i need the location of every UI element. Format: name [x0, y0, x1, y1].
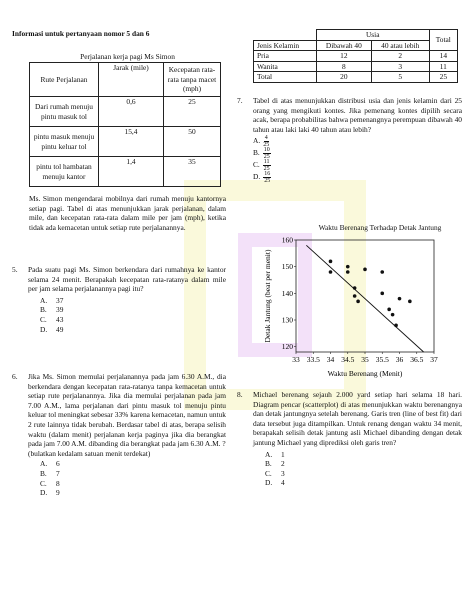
x-tick-label: 35 — [361, 355, 369, 364]
data-point — [356, 300, 360, 304]
table2-header: Total — [429, 30, 457, 51]
x-tick-label: 35.5 — [375, 355, 389, 364]
table1-cell: 25 — [164, 97, 221, 127]
question-8 — [237, 390, 462, 488]
answer-option[interactable]: D. 4 — [265, 478, 285, 488]
question-text: Tabel di atas menunjukkan distribusi usia dan jenis kelamin dari 25 orang yang mengikuti kontes. Jika pemenang kontes dipilih secara acak, berapa probabilitas bahwa pemenangnya perempuan dibawah 40 tahun atau laki laki 40 tahun atau lebih? — [253, 96, 462, 134]
answer-option[interactable]: B. 39 — [40, 305, 64, 315]
answer-option[interactable]: B. $\frac{10}{25}$ — [253, 147, 270, 161]
table2-cell: 3 — [371, 61, 429, 72]
x-tick-label: 36.5 — [410, 355, 424, 364]
table1-cell: 35 — [164, 157, 221, 187]
table2-cell: 8 — [316, 61, 371, 72]
table1-cell: pintu masuk menuju pintu keluar tol — [30, 127, 99, 157]
table1-cell: 0,6 — [99, 97, 164, 127]
table2-cell: 25 — [429, 72, 457, 83]
table2-cell: 12 — [316, 51, 371, 62]
data-point — [387, 308, 391, 312]
answer-option[interactable]: D. $\frac{16}{25}$ — [253, 171, 271, 185]
question-text: Jika Ms. Simon memulai perjalanannya pada jam 6.30 A.M., dia berkendara dengan kecepatan rata-ratanya tanpa kemacetan untuk setiap rute perjalanannya. Jika dia memulai perjalanan pada jam 7.00 A.M., lama perjalanan dari pintu masuk tol menuju pintu keluar tol meningkat sebesar 33% karena kemacetan, namun untuk 2 rute lainnya tidak berubah. Berdasar tabel di atas, berapa selisih waktu (dalam menit) perjalanan kerja paginya jika dia berangkat pada jam 7.00 A.M. dibanding dia berangkat pada jam 6.30 A.M. ? — [28, 372, 226, 449]
question-7 — [237, 96, 462, 183]
answer-option[interactable]: C. 8 — [40, 478, 60, 488]
data-point — [329, 270, 333, 274]
table1-cell: 50 — [164, 127, 221, 157]
answer-option[interactable]: D. 9 — [40, 488, 60, 498]
question-number: 6. — [12, 372, 18, 381]
question-text: Michael berenang sejauh 2.000 yard setiap hari selama 18 hari. Diagram pencar (scatterplot) di atas menunjukkan waktu berenangnya dan detak jantungnya setelah berenang. Garis tren (line of best fit) dari data tersebut juga ditampilkan. Untuk renang dengan waktu 34 menit, berapakah selisih detak jantung asli Michael dibanding dengan detak jantung Michael yang diprediksi oleh garis tren? — [253, 390, 462, 447]
commute-table — [29, 62, 221, 187]
y-tick-label: 160 — [281, 235, 293, 245]
table2-header: Jenis Kelamin — [254, 40, 317, 51]
table1-caption: Perjalanan kerja pagi Ms Simon — [80, 52, 175, 61]
answer-option[interactable]: C. 43 — [40, 314, 64, 324]
y-tick-label: 150 — [281, 262, 293, 272]
answer-option[interactable]: A. 1 — [265, 449, 285, 459]
question-number: 8. — [237, 390, 243, 399]
x-tick-label: 36 — [395, 355, 404, 364]
x-tick-label: 34.5 — [341, 355, 355, 364]
age-gender-table — [253, 29, 458, 83]
answer-option[interactable]: C. 3 — [265, 468, 285, 478]
x-axis-label: Waktu Berenang (Menit) — [327, 369, 403, 378]
table2-cell: 20 — [316, 72, 371, 83]
table2-cell: 11 — [429, 61, 457, 72]
x-tick-label: 34 — [326, 355, 335, 364]
table2-cell: Wanita — [254, 61, 317, 72]
data-point — [391, 313, 395, 317]
answer-option[interactable]: B. 2 — [265, 459, 285, 469]
plot-frame — [296, 240, 434, 352]
question-6 — [12, 372, 226, 498]
table1-header: Jarak (mile) — [99, 63, 164, 97]
question-note: (bulatkan kedalam satuan menit terdekat) — [28, 448, 151, 458]
answer-option[interactable]: D. 49 — [40, 324, 64, 334]
data-point — [346, 270, 350, 274]
y-tick-label: 140 — [281, 288, 293, 298]
question-5 — [12, 265, 226, 334]
intro-text: Ms. Simon mengendarai mobilnya dari rumah menuju kantornya setiap pagi. Tabel di atas menunjukkan jarak perjalanan, dalam mile, dan kecepatan rata-rata dalam mile per jam (mph), ketika tidak ada kemacetan untuk setiap rute perjalanannya. — [29, 194, 226, 232]
answer-option[interactable]: C. $\frac{11}{25}$ — [253, 159, 270, 173]
answer-option[interactable]: A. 37 — [40, 295, 64, 305]
trend-line — [306, 245, 423, 352]
table2-group-header: Usia — [316, 30, 429, 41]
table1-cell: Dari rumah menuju pintu masuk tol — [30, 97, 99, 127]
data-point — [398, 297, 402, 301]
x-tick-label: 37 — [430, 355, 438, 364]
answer-option[interactable]: A. 6 — [40, 459, 60, 469]
table1-cell: pintu tol hambatan menuju kantor — [30, 157, 99, 187]
y-tick-label: 120 — [281, 342, 293, 352]
data-point — [380, 270, 384, 274]
scatter-chart — [258, 234, 438, 384]
answer-option[interactable]: B. 7 — [40, 468, 60, 478]
x-tick-label: 33 — [292, 355, 300, 364]
table1-header: Rute Perjalanan — [30, 63, 99, 97]
data-point — [363, 268, 367, 272]
table1-cell: 1,4 — [99, 157, 164, 187]
data-point — [380, 292, 384, 296]
data-point — [408, 300, 412, 304]
table2-cell: Pria — [254, 51, 317, 62]
table2-header: Dibawah 40 — [316, 40, 371, 51]
table2-cell: 14 — [429, 51, 457, 62]
question-number: 7. — [237, 96, 243, 105]
question-number: 5. — [12, 265, 18, 274]
data-point — [346, 265, 350, 269]
y-axis-label: Detak Jantung (beat per menit) — [263, 249, 272, 343]
y-tick-label: 130 — [281, 315, 293, 325]
table2-header: 40 atau lebih — [371, 40, 429, 51]
table1-cell: 15,4 — [99, 127, 164, 157]
answer-option[interactable]: A. $\frac{4}{25}$ — [253, 135, 270, 149]
section-header: Informasi untuk pertanyaan nomor 5 dan 6 — [12, 29, 150, 38]
x-tick-label: 33.5 — [306, 355, 320, 364]
data-point — [353, 286, 357, 290]
data-point — [394, 324, 398, 328]
data-point — [329, 260, 333, 264]
table2-cell: 2 — [371, 51, 429, 62]
chart-title: Waktu Berenang Terhadap Detak Jantung — [318, 223, 442, 232]
table1-header: Kecepatan rata-rata tanpa macet (mph) — [164, 63, 221, 97]
table2-cell: 5 — [371, 72, 429, 83]
data-point — [353, 294, 357, 298]
table2-cell: Total — [254, 72, 317, 83]
question-text: Pada suatu pagi Ms. Simon berkendara dari rumahnya ke kantor selama 24 menit. Berapakah kecepatan rata-ratanya dalam mile per jam selama perjalanannya pagi itu? — [28, 265, 226, 294]
